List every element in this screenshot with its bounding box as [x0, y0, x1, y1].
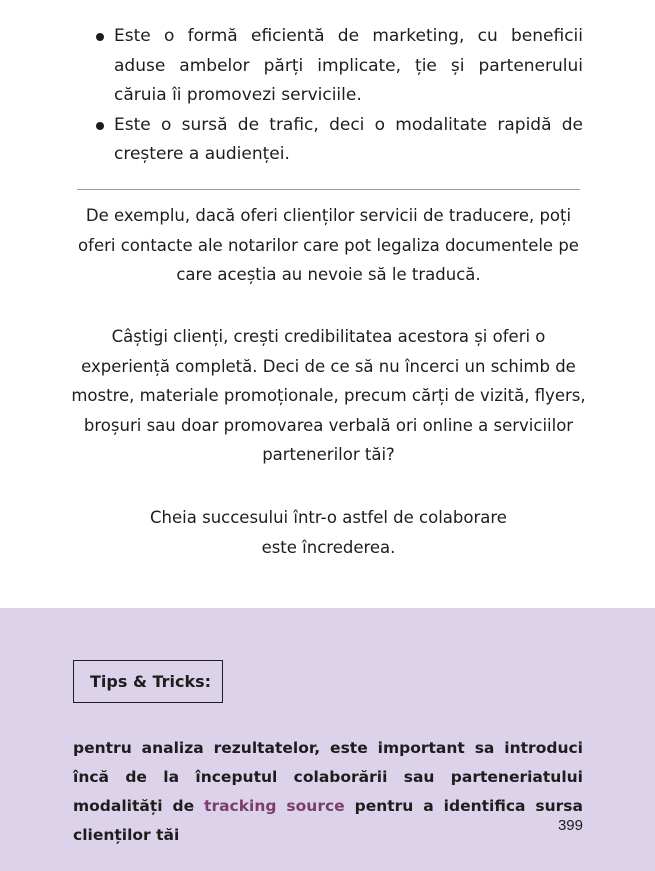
tips-section [0, 608, 655, 871]
tips-text [73, 734, 583, 850]
tips-label: Tips & Tricks: [73, 660, 223, 703]
paragraph-benefits: Câștigi clienți, crești credibilitatea acestora și oferi o experiență completă. Deci de ce să nu încerci un schimb de mostre, materiale promoționale, precum cărți de vizită, flyers, broșuri sau doar promovarea verbală ori online a serviciilor partenerilor tăi? [71, 327, 586, 464]
tips-text-start: pentru analiza rezultatelor, este important sa introduci încă de la începutul colaborării sau parteneriatului modalități de [73, 739, 583, 815]
key-line-1: Cheia succesului într-o astfel de colaborare [150, 508, 507, 527]
tips-text-end: pentru a identifica sursa clienților tăi [73, 797, 583, 844]
key-line-2: este încrederea. [261, 537, 396, 557]
bullet-list [94, 22, 583, 170]
paragraph-key [70, 503, 587, 562]
paragraph-example: De exemplu, dacă oferi clienților servicii de traducere, poți oferi contacte ale notarilor care pot legaliza documentele pe care aceștia au nevoie să le traducă. [78, 206, 579, 284]
bullet-item: Este o sursă de trafic, deci o modalitate rapidă de creștere a audienței. [94, 111, 583, 170]
divider [77, 189, 580, 190]
page-number: 399 [557, 817, 583, 834]
bullet-item: Este o formă eficientă de marketing, cu beneficii aduse ambelor părți implicate, ție și partenerului căruia îi promovezi serviciile. [94, 22, 583, 111]
tracking-source-highlight: tracking source [204, 797, 345, 815]
